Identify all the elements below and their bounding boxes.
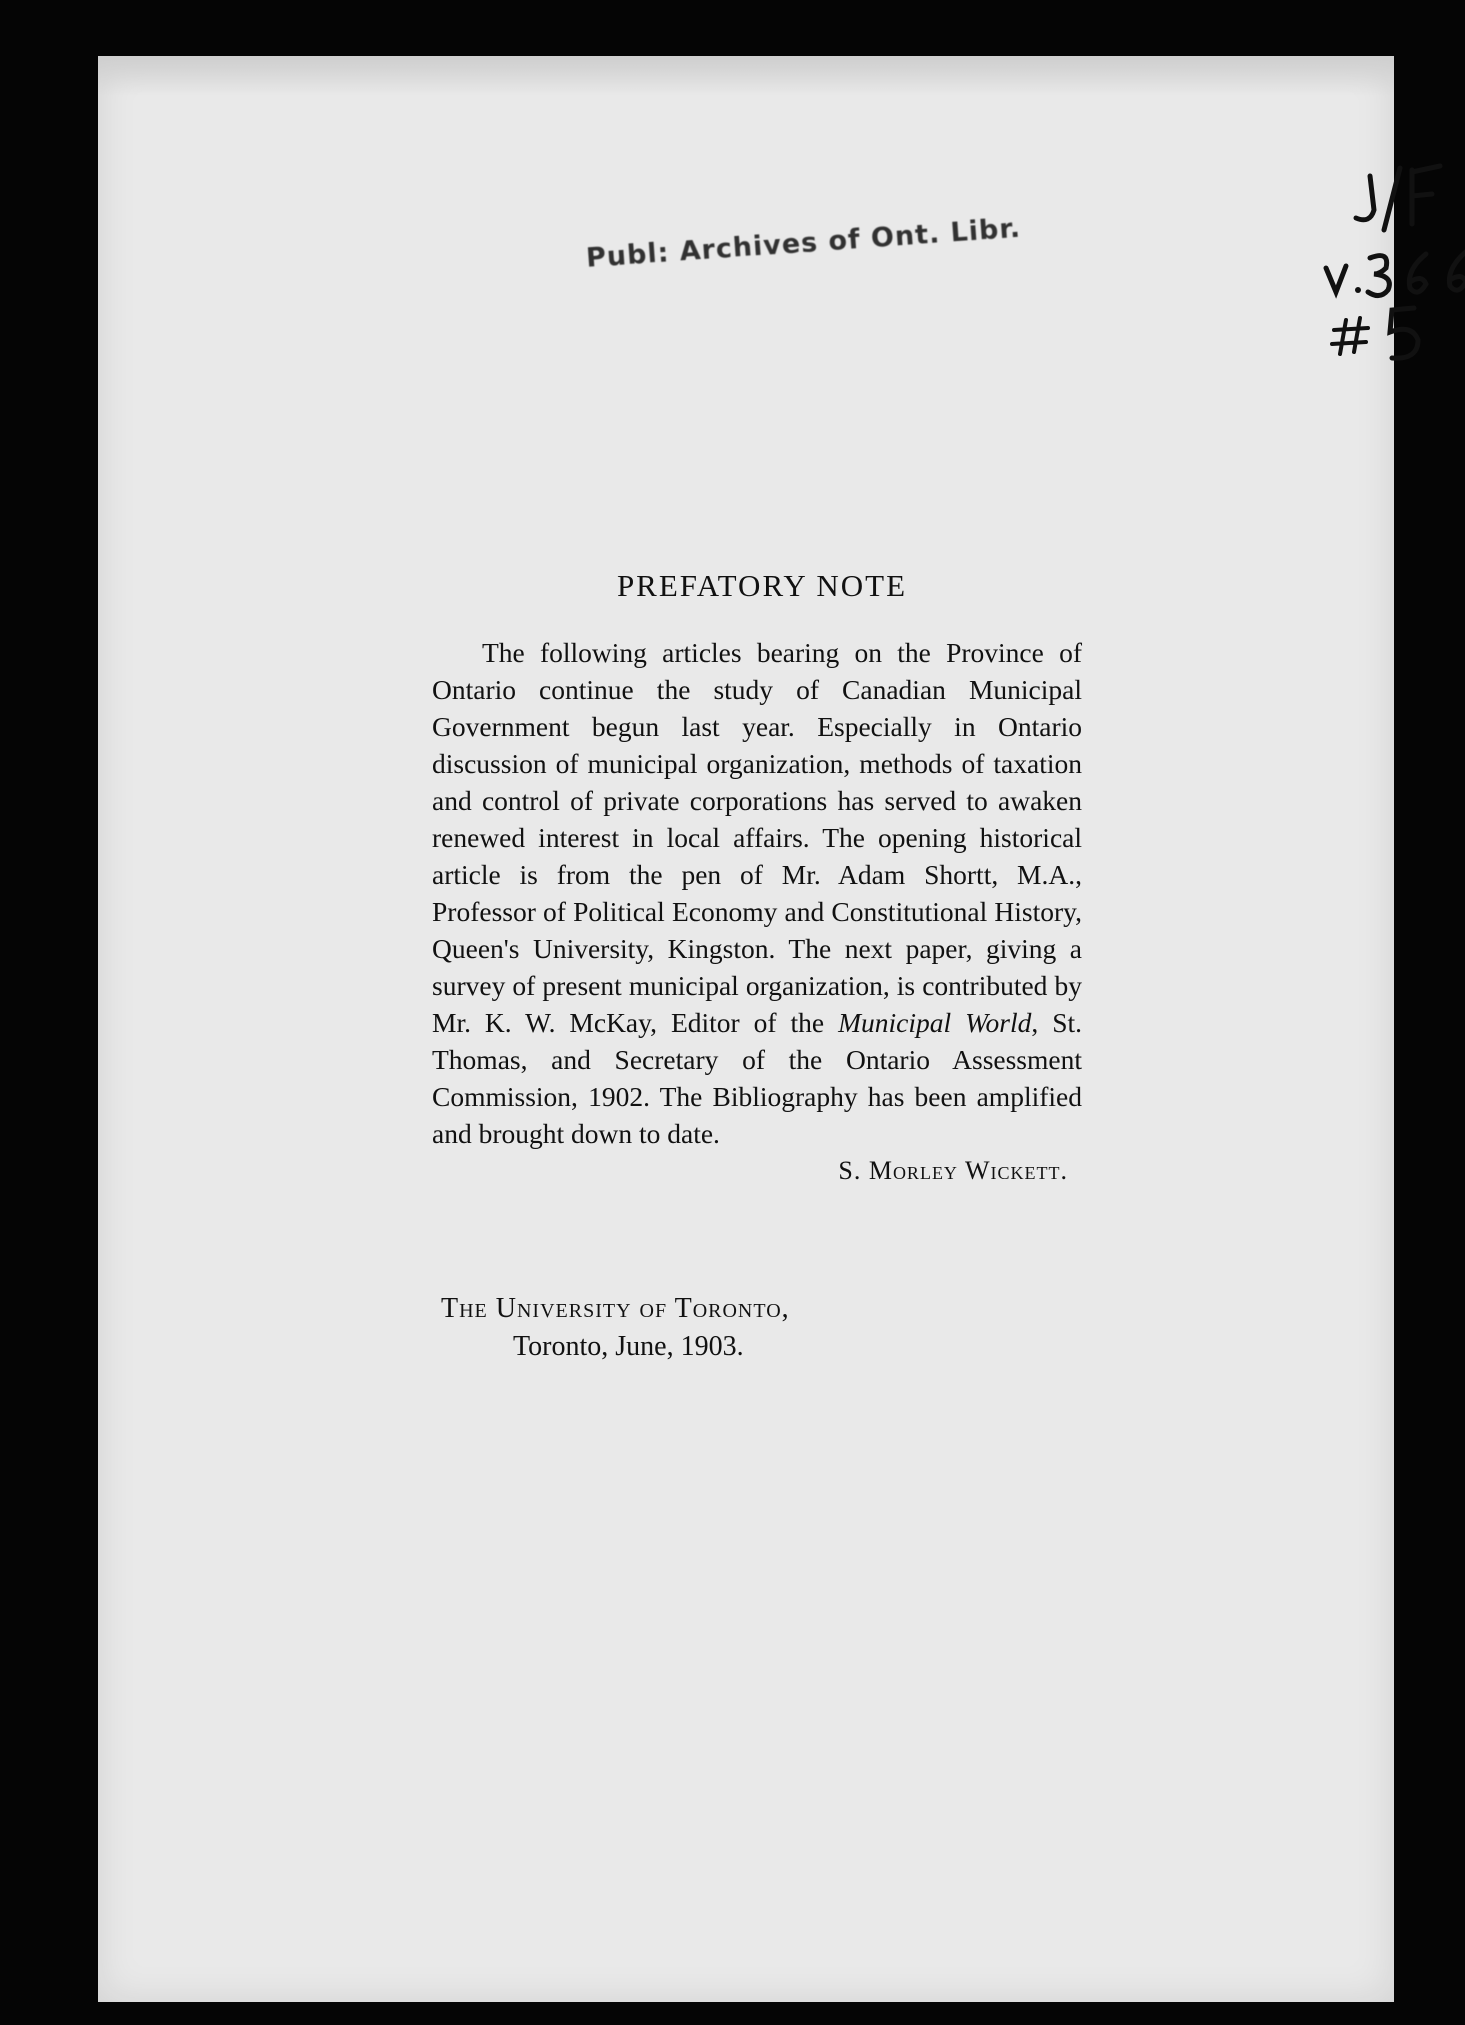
stamp-text: Publ: Archives of Ont. Libr. xyxy=(585,212,1023,274)
imprint xyxy=(441,1290,790,1366)
library-stamp xyxy=(585,212,1023,283)
note-body-italic-title: Municipal World xyxy=(838,1007,1032,1038)
note-body-text-1: The following articles bearing on the Province of Ontario continue the study of Canadian Municipal Government begun last year. Especially in Ontario discussion of municipal organization, methods of taxation and control of private corporations has served to awaken renewed interest in local affairs. The opening historical article is from the pen of Mr. Adam Shortt, M.A., Professor of Political Economy and Constitutional History, Queen's University, Kingston. The next paper, giving a survey of present municipal organization, is contributed by Mr. K. W. McKay, Editor of the xyxy=(432,637,1082,1038)
imprint-institution: The University of Toronto, xyxy=(441,1293,790,1324)
prefatory-note xyxy=(432,568,1082,1186)
handwritten-call-number xyxy=(1308,158,1465,368)
note-body-text-2: , St. Thomas, and Secretary of the Ontario Assessment Commission, 1902. The Bibliography has been amplified and brought down to date. xyxy=(432,1007,1082,1149)
imprint-place-date: Toronto, June, 1903. xyxy=(513,1331,744,1362)
author-signature: S. Morley Wickett. xyxy=(838,1156,1068,1185)
note-title: PREFATORY NOTE xyxy=(616,568,908,603)
note-body xyxy=(432,634,1082,1152)
